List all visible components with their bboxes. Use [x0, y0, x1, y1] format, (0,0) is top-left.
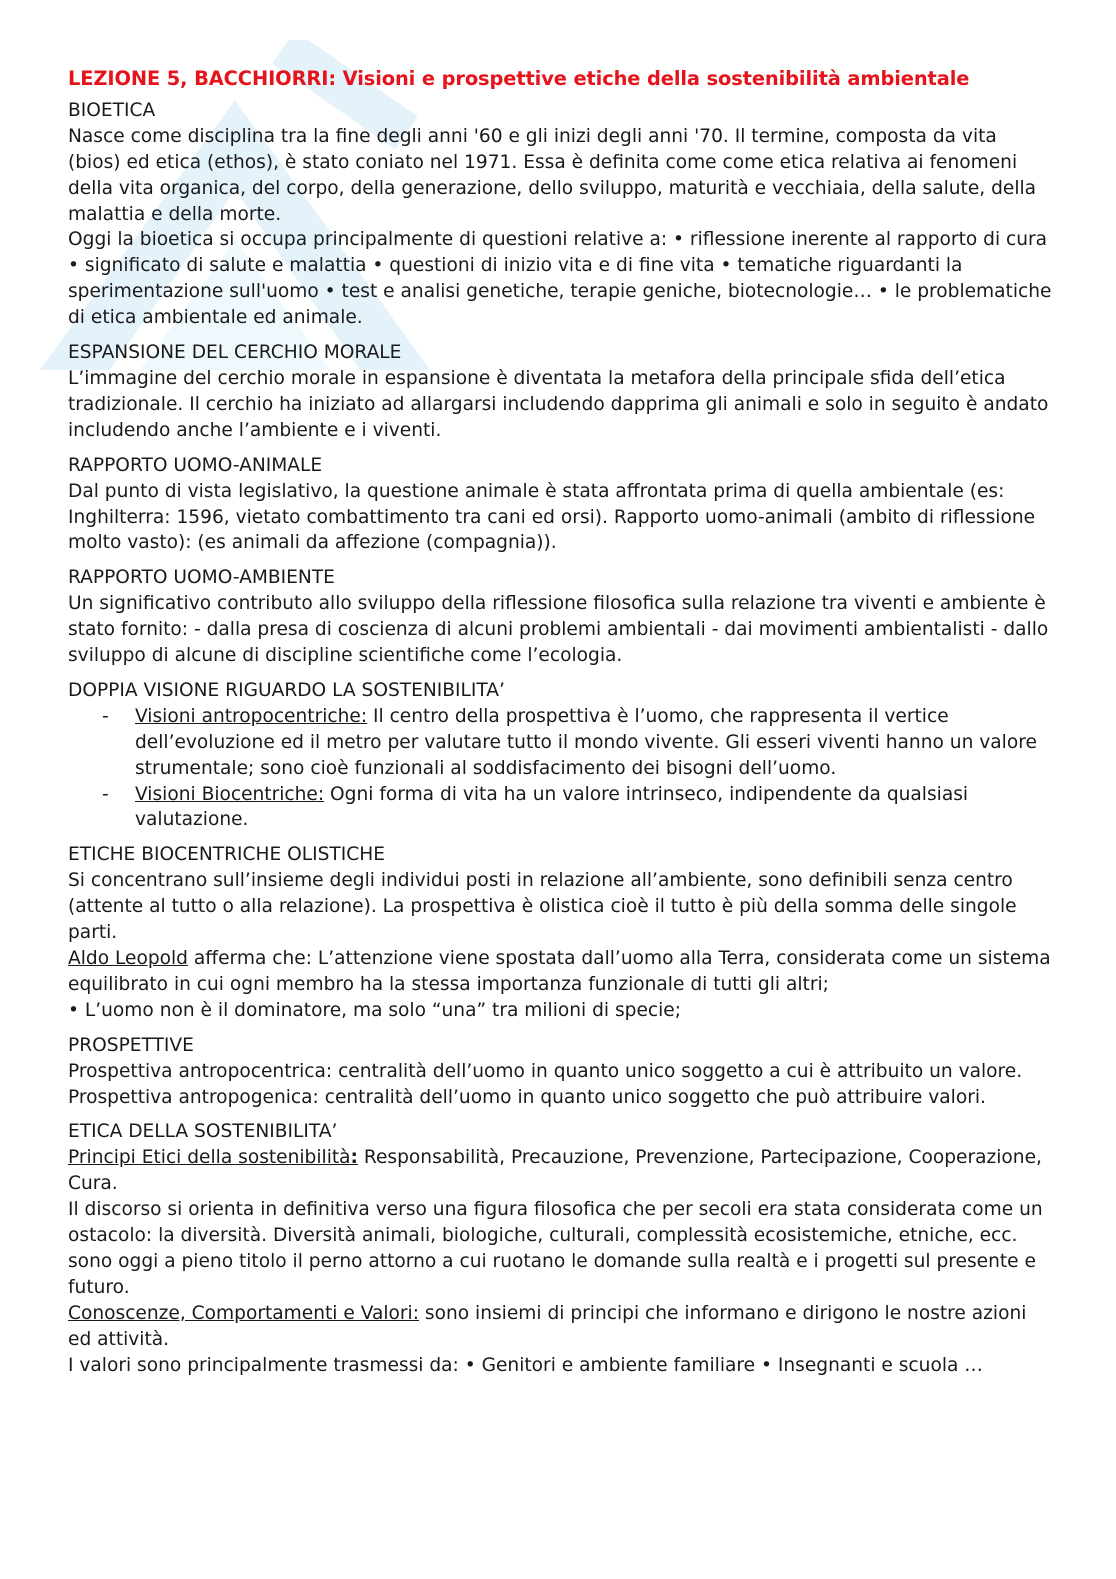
paragraph: L’immagine del cerchio morale in espansione è diventata la metafora della principale sfida dell’etica tradizionale. Il cerchio ha iniziato ad allargarsi includendo dapprima gli animali e solo in seguito è andato includendo anche l’ambiente e i viventi. [68, 367, 1049, 441]
paragraph: Nasce come disciplina tra la fine degli anni '60 e gli inizi degli anni '70. Il termine, composta da vita (bios) ed etica (ethos), è stato coniato nel 1971. Essa è definita come come etica relativa ai fenomeni della vita organica, del corpo, della generazione, dello sviluppo, maturità e vecchiaia, della salute, della malattia e della morte. [68, 125, 1037, 225]
paragraph: Dal punto di vista legislativo, la questione animale è stata affrontata prima di quella ambientale (es: Inghilterra: 1596, vietato combattimento tra cani ed orsi). Rapporto uomo-animali (ambito di riflessione molto vasto): (es animali da affezione (compagnia)). [68, 480, 1036, 554]
section-heading: BIOETICA [68, 99, 156, 121]
item-label: Visioni Biocentriche: [135, 783, 325, 805]
paragraph [68, 1145, 1053, 1197]
paragraph: • L’uomo non è il dominatore, ma solo “una” tra milioni di specie; [68, 999, 682, 1021]
principi-label: Principi Etici della sostenibilità [68, 1147, 351, 1169]
section-prospettive [68, 1033, 1053, 1111]
item-text: Il centro della prospettiva è l’uomo, che rappresenta il vertice dell’evoluzione ed il metro per valutare tutto il mondo vivente. Gli esseri viventi hanno un valore strumentale; sono cioè funzionali al soddisfacimento dei bisogni dell’uomo. [135, 705, 1037, 779]
item-text: Ogni forma di vita ha un valore intrinseco, indipendente da qualsiasi valutazione. [135, 783, 969, 831]
section-heading: ESPANSIONE DEL CERCHIO MORALE [68, 342, 402, 364]
section-heading: DOPPIA VISIONE RIGUARDO LA SOSTENIBILITA’ [68, 679, 505, 701]
paragraph: Oggi la bioetica si occupa principalmente di questioni relative a: • riflessione inerente al rapporto di cura • significato di salute e malattia • questioni di inizio vita e di fine vita • tematiche riguardanti la sperimentazione sull'uomo • test e analisi genetiche, terapie geniche, biotecnologie… • le problematiche di etica ambientale ed animale. [68, 229, 1052, 329]
paragraph: Prospettiva antropogenica: centralità dell’uomo in quanto unico soggetto che può attribuire valori. [68, 1086, 986, 1108]
document-page [68, 66, 1053, 1388]
paragraph: Prospettiva antropocentrica: centralità dell’uomo in quanto unico soggetto a cui è attribuito un valore. [68, 1060, 1023, 1082]
section-doppia-visione [68, 678, 1053, 833]
section-olistiche [68, 842, 1053, 1023]
section-heading: ETICHE BIOCENTRICHE OLISTICHE [68, 844, 385, 866]
list-item [68, 704, 1053, 782]
list-item [68, 782, 1053, 834]
paragraph-text: Responsabilità, Precauzione, Prevenzione, Partecipazione, Cooperazione, Cura. [68, 1147, 1042, 1195]
section-uomo-ambiente [68, 565, 1053, 669]
lesson-title: LEZIONE 5, BACCHIORRI: Visioni e prospettive etiche della sostenibilità ambientale [68, 67, 970, 90]
paragraph: Si concentrano sull’insieme degli individui posti in relazione all’ambiente, sono definibili senza centro (attente al tutto o alla relazione). La prospettiva è olistica cioè il tutto è più della somma delle singole parti. [68, 870, 1017, 944]
visioni-list [68, 704, 1053, 834]
paragraph: Il discorso si orienta in definitiva verso una figura filosofica che per secoli era stata considerata come un ostacolo: la diversità. Diversità animali, biologiche, culturali, complessità ecosistemiche, etniche, ecc. sono oggi a pieno titolo il perno attorno a cui ruotano le domande sulla realtà e i progetti sul presente e futuro. [68, 1199, 1043, 1298]
conoscenze-label: Conoscenze, Comportamenti e Valori: [68, 1302, 419, 1324]
section-heading: RAPPORTO UOMO-AMBIENTE [68, 567, 335, 589]
section-uomo-animale [68, 453, 1053, 557]
item-label: Visioni antropocentriche: [135, 705, 368, 727]
paragraph-text: afferma che: L’attenzione viene spostata dall’uomo alla Terra, considerata come un sistema equilibrato in cui ogni membro ha la stessa importanza funzionale di tutti gli altri; [68, 948, 1051, 995]
section-etica-sostenibilita [68, 1119, 1053, 1378]
paragraph: I valori sono principalmente trasmessi da: • Genitori e ambiente familiare • Insegnanti e scuola … [68, 1354, 983, 1376]
paragraph [68, 1301, 1053, 1353]
section-espansione [68, 340, 1053, 444]
section-heading: ETICA DELLA SOSTENIBILITA’ [68, 1121, 338, 1143]
paragraph-text: sono insiemi di principi che informano e dirigono le nostre azioni ed attività. [68, 1302, 1027, 1350]
paragraph [68, 946, 1053, 998]
section-heading: PROSPETTIVE [68, 1034, 194, 1056]
author-name: Aldo Leopold [68, 948, 188, 969]
principi-colon: : [350, 1147, 358, 1169]
section-heading: RAPPORTO UOMO-ANIMALE [68, 454, 323, 476]
paragraph: Un significativo contributo allo sviluppo della riflessione filosofica sulla relazione tra viventi e ambiente è stato fornito: - dalla presa di coscienza di alcuni problemi ambientali - dai movimenti ambientalisti - dallo sviluppo di alcune di discipline scientifiche come l’ecologia. [68, 593, 1049, 667]
section-bioetica [68, 98, 1053, 331]
